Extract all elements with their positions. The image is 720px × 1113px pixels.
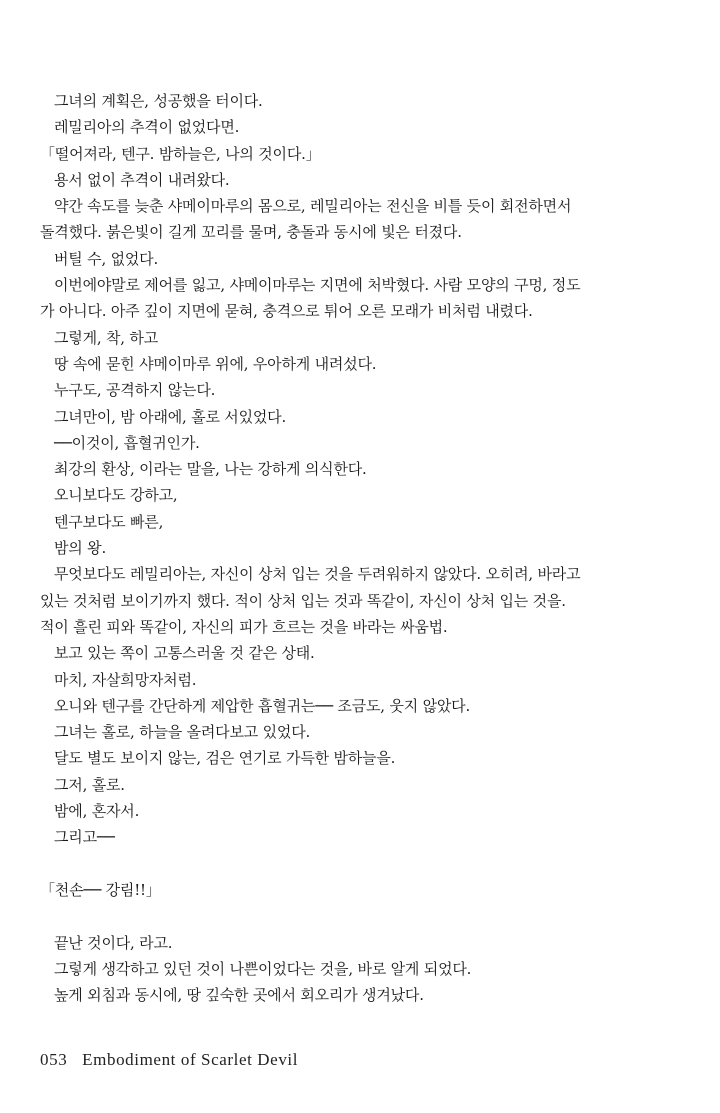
text-line: 이번에야말로 제어를 잃고, 샤메이마루는 지면에 처박혔다. 사람 모양의 구멍, 정도 — [54, 276, 581, 295]
text-line: 무엇보다도 레밀리아는, 자신이 상처 입는 것을 두려워하지 않았다. 오히려, 바라고 — [54, 565, 581, 584]
text-line: 오니보다도 강하고, — [54, 486, 178, 505]
text-line: 그리고── — [54, 828, 115, 847]
text-line: 보고 있는 쪽이 고통스러울 것 같은 상태. — [54, 644, 315, 663]
text-line: 용서 없이 추격이 내려왔다. — [54, 170, 230, 189]
text-line: 그저, 홀로. — [54, 775, 125, 794]
page-footer — [40, 1050, 298, 1070]
text-line: 마치, 자살희망자처럼. — [54, 670, 197, 689]
novel-page-body — [40, 88, 680, 1008]
text-line: 그렇게, 착, 하고 — [54, 328, 159, 347]
book-title: Embodiment of Scarlet Devil — [82, 1050, 299, 1069]
text-line: 가 아니다. 아주 깊이 지면에 묻혀, 충격으로 튀어 오른 모래가 비처럼 내렸다. — [40, 302, 533, 321]
text-line: 최강의 환상, 이라는 말을, 나는 강하게 의식한다. — [54, 460, 367, 479]
paragraph-gap — [40, 851, 680, 877]
text-line: 있는 것처럼 보이기까지 했다. 적이 상처 입는 것과 똑같이, 자신이 상처 입는 것을. — [40, 591, 566, 610]
text-line: 오니와 텐구를 간단하게 제압한 흡혈귀는── 조금도, 웃지 않았다. — [54, 696, 471, 715]
text-line: 텐구보다도 빠른, — [54, 512, 164, 531]
text-line: 레밀리아의 추격이 없었다면. — [54, 118, 240, 137]
text-line: 땅 속에 묻힌 샤메이마루 위에, 우아하게 내려섰다. — [54, 354, 377, 373]
text-line: ──이것이, 흡혈귀인가. — [54, 433, 200, 452]
text-line: 그녀는 홀로, 하늘을 올려다보고 있었다. — [54, 723, 311, 742]
text-line: 달도 별도 보이지 않는, 검은 연기로 가득한 밤하늘을. — [54, 749, 396, 768]
text-line: 밤의 왕. — [54, 539, 107, 558]
text-line: 버틸 수, 없었다. — [54, 249, 159, 268]
text-line: 그녀의 계획은, 성공했을 터이다. — [54, 92, 263, 110]
dialogue-line: 「천손── 강림!!」 — [40, 880, 161, 899]
dialogue-line: 「떨어져라, 텐구. 밤하늘은, 나의 것이다.」 — [40, 144, 321, 163]
paragraph-gap — [40, 903, 680, 929]
text-line: 누구도, 공격하지 않는다. — [54, 381, 216, 400]
text-line: 밤에, 혼자서. — [54, 802, 140, 821]
text-line: 약간 속도를 늦춘 샤메이마루의 몸으로, 레밀리아는 전신을 비틀 듯이 회전하면서 — [54, 197, 572, 216]
page-number: 053 — [40, 1050, 68, 1069]
text-line: 그렇게 생각하고 있던 것이 나쁜이었다는 것을, 바로 알게 되었다. — [54, 959, 472, 978]
text-line: 그녀만이, 밤 아래에, 홀로 서있었다. — [54, 407, 287, 426]
text-line: 끝난 것이다, 라고. — [54, 933, 173, 952]
text-line: 돌격했다. 붉은빛이 길게 꼬리를 물며, 충돌과 동시에 빛은 터졌다. — [40, 223, 462, 242]
text-line: 적이 흘린 피와 똑같이, 자신의 피가 흐르는 것을 바라는 싸움법. — [40, 617, 448, 636]
text-line: 높게 외침과 동시에, 땅 깊숙한 곳에서 회오리가 생겨났다. — [54, 986, 424, 1005]
